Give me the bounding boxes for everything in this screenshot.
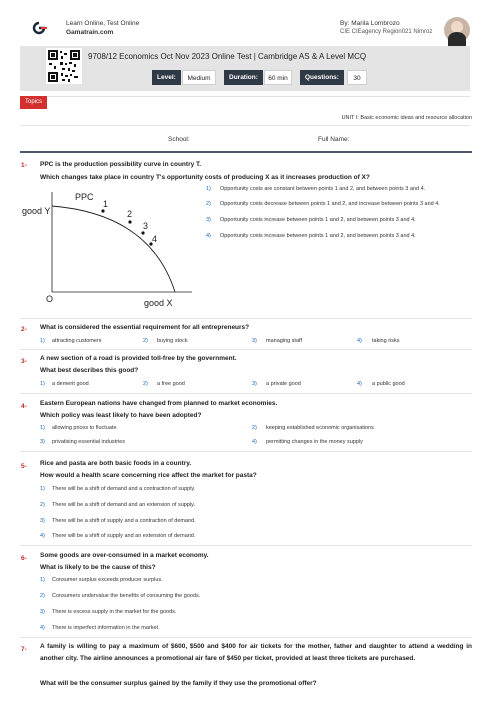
option-number[interactable]: 3) [252, 381, 257, 387]
school-label: School: [168, 136, 190, 143]
question-number: 6- [21, 555, 27, 562]
question-text: What will be the consumer surplus gained by the family if they use the promotional offer? [40, 680, 317, 687]
divider [20, 637, 472, 638]
point-1-dot [101, 209, 104, 212]
option-text[interactable]: There is excess supply in the market for the goods. [52, 609, 177, 615]
option-text[interactable]: permitting changes in the money supply [266, 439, 363, 445]
topics-badge: Topics [20, 96, 47, 109]
option-text[interactable]: a public good [372, 381, 405, 387]
question-text: PPC is the production possibility curve in country T. [40, 161, 202, 168]
qr-code-icon [46, 48, 82, 84]
author-avatar [444, 17, 470, 43]
option-number[interactable]: 4) [357, 338, 362, 344]
divider [20, 151, 472, 153]
question-number: 3- [21, 358, 27, 365]
option-number[interactable]: 3) [206, 217, 211, 223]
option-number[interactable]: 3) [40, 609, 45, 615]
option-text[interactable]: keeping established economic organisations [266, 425, 374, 431]
option-number[interactable]: 2) [143, 338, 148, 344]
option-text[interactable]: Opportunity costs increase between points 1 and 2, and between points 3 and 4. [220, 233, 416, 239]
divider [20, 545, 472, 546]
x-axis-label: good X [144, 298, 173, 308]
option-number[interactable]: 1) [40, 577, 45, 583]
option-number[interactable]: 4) [252, 439, 257, 445]
level-label: Level: [152, 70, 181, 85]
question-text: A new section of a road is provided toll-free by the government. [40, 355, 237, 362]
option-text[interactable]: Consumer surplus exceeds producer surplus. [52, 577, 163, 583]
question-number: 1- [21, 162, 27, 169]
origin-label: O [46, 294, 54, 304]
test-title: 9708/12 Economics Oct Nov 2023 Online Test | Cambridge AS & A Level MCQ [88, 52, 367, 61]
option-number[interactable]: 3) [252, 338, 257, 344]
option-text[interactable]: privatising essential industries [52, 439, 126, 445]
option-number[interactable]: 1) [40, 338, 45, 344]
question-text: Eastern European nations have changed from planned to market economies. [40, 400, 278, 407]
divider [20, 318, 472, 319]
option-number[interactable]: 4) [357, 381, 362, 387]
question-number: 4- [21, 403, 27, 410]
option-text[interactable]: Consumers undervalue the benefits of consuming the goods. [52, 593, 201, 599]
option-text[interactable]: Opportunity costs are constant between points 1 and 2, and between points 3 and 4. [220, 186, 426, 192]
question-text: What is considered the essential requirement for all entrepreneurs? [40, 324, 250, 331]
option-number[interactable]: 4) [206, 233, 211, 239]
option-number[interactable]: 3) [40, 518, 45, 524]
divider [20, 125, 470, 126]
gamatrain-logo-icon [30, 22, 48, 34]
option-text[interactable]: There will be a shift of demand and an extension of supply. [52, 502, 195, 508]
option-number[interactable]: 2) [206, 201, 211, 207]
option-text[interactable]: Opportunity costs increase between points 1 and 2, and between points 3 and 4. [220, 217, 416, 223]
divider [20, 451, 472, 452]
option-number[interactable]: 3) [40, 439, 45, 445]
ppc-label: PPC [75, 192, 94, 202]
duration-label: Duration: [224, 70, 263, 85]
topics-text: UNIT I: Basic economic ideas and resource allocation [341, 115, 472, 121]
topics-panel [20, 96, 470, 126]
option-text[interactable]: taking risks [372, 338, 400, 344]
option-number[interactable]: 4) [40, 533, 45, 539]
fullname-label: Full Name: [318, 136, 350, 143]
option-text[interactable]: attracting customers [52, 338, 102, 344]
point-2-label: 2 [127, 209, 133, 219]
question-text: Which changes take place in country T's opportunity costs of producing X as it increases production of X? [40, 174, 370, 181]
duration-value: 60 min [264, 70, 292, 85]
point-3-dot [141, 231, 144, 234]
point-2-dot [128, 220, 131, 223]
option-number[interactable]: 2) [252, 425, 257, 431]
option-number[interactable]: 2) [143, 381, 148, 387]
option-text[interactable]: There is imperfect information in the market. [52, 625, 160, 631]
questions-value: 30 [347, 70, 367, 85]
option-number[interactable]: 1) [40, 381, 45, 387]
option-text[interactable]: There will be a shift of supply and an extension of demand. [52, 533, 196, 539]
question-text: Some goods are over-consumed in a market economy. [40, 552, 209, 559]
option-text[interactable]: a free good [157, 381, 185, 387]
question-text: How would a health scare concerning rice affect the market for pasta? [40, 472, 257, 479]
brand-site[interactable]: Gamatrain.com [66, 29, 114, 36]
point-3-label: 3 [143, 221, 149, 231]
point-1-label: 1 [103, 199, 109, 209]
point-4-label: 4 [152, 234, 158, 244]
level-value: Medium [182, 70, 216, 85]
question-number: 2- [21, 326, 27, 333]
option-number[interactable]: 2) [40, 502, 45, 508]
question-text: Rice and pasta are both basic foods in a country. [40, 460, 192, 467]
question-number: 5- [21, 463, 27, 470]
option-number[interactable]: 2) [40, 593, 45, 599]
option-number[interactable]: 1) [206, 186, 211, 192]
divider [20, 349, 472, 350]
brand-tagline: Learn Online, Test Online [66, 20, 140, 27]
divider [20, 393, 472, 394]
questions-label: Questions: [300, 70, 344, 85]
author-region: CIE CIEagency Region021 Nimroz [340, 29, 433, 35]
ppc-curve [52, 206, 175, 292]
option-text[interactable]: managing staff [266, 338, 302, 344]
question-number: 7- [21, 646, 27, 653]
option-text[interactable]: Opportunity costs decrease between points 1 and 2, and increase between points 3 and 4. [220, 201, 440, 207]
ppc-diagram [22, 184, 200, 309]
option-number[interactable]: 1) [40, 425, 45, 431]
question-text: What is likely to be the cause of this? [40, 564, 156, 571]
question-text: Which policy was least likely to have been adopted? [40, 412, 202, 419]
question-text: A family is willing to pay a maximum of $600, $500 and $400 for air tickets for the mother, father and daughter to attend a wedding in another city. The airline announces a promotional air fare of $450 per ticket, provided at least three tickets are purchased. [40, 643, 472, 662]
option-text[interactable]: a private good [266, 381, 301, 387]
option-text[interactable]: There will be a shift of demand and a contraction of supply. [52, 486, 196, 492]
option-number[interactable]: 1) [40, 486, 45, 492]
author-name: By: Marila Lombrozo [340, 20, 400, 27]
option-text[interactable]: There will be a shift of supply and a contraction of demand. [52, 518, 196, 524]
option-text[interactable]: a demerit good [52, 381, 89, 387]
option-text[interactable]: buying stock [157, 338, 188, 344]
option-number[interactable]: 4) [40, 625, 45, 631]
question-text: What best describes this good? [40, 367, 139, 374]
y-axis-label: good Y [22, 206, 51, 216]
option-text[interactable]: allowing prices to fluctuate [52, 425, 117, 431]
